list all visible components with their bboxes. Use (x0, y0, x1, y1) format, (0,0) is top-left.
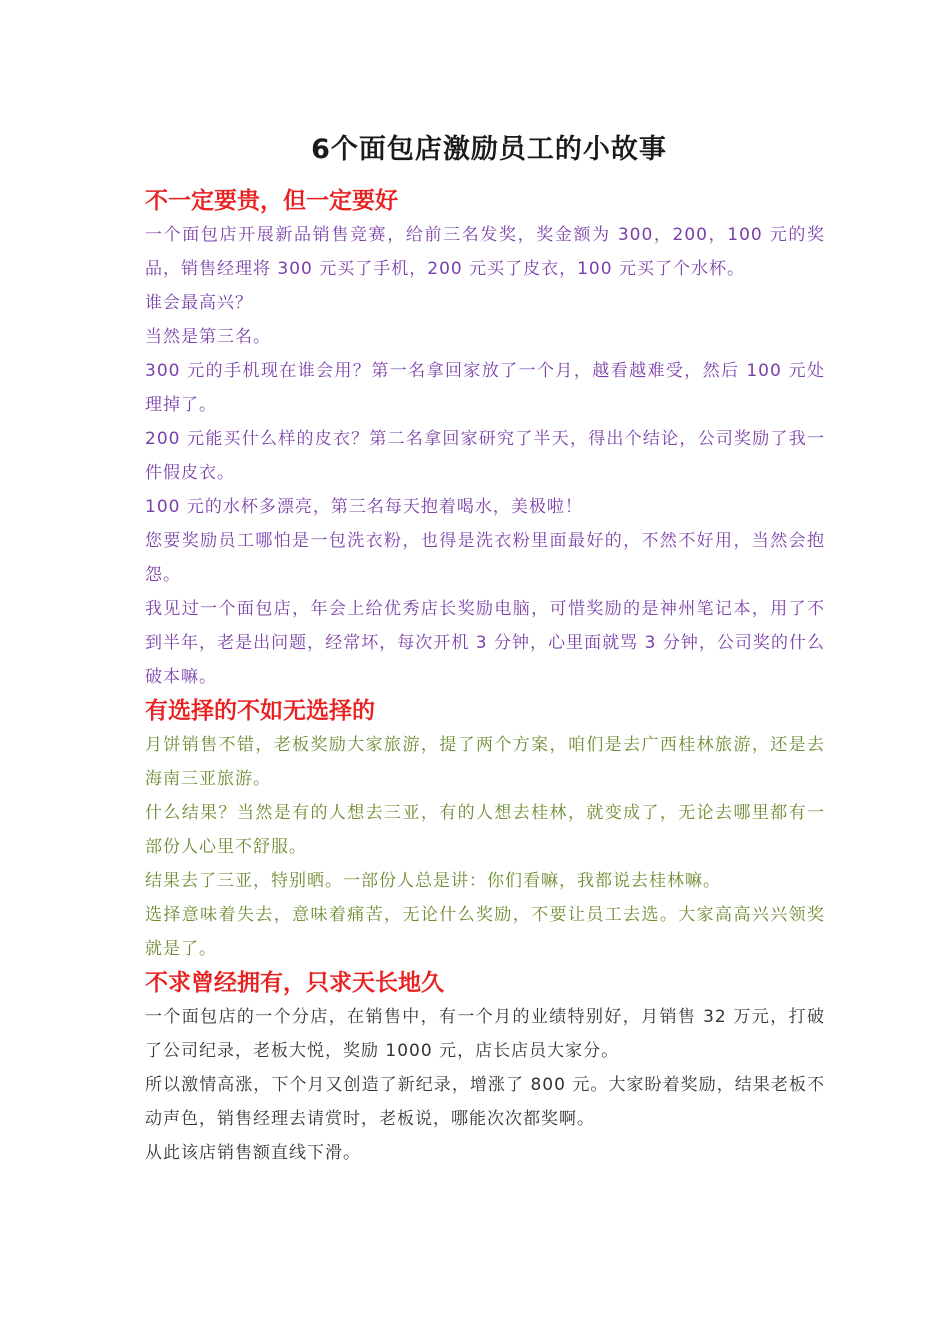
paragraph: 我见过一个面包店，年会上给优秀店长奖励电脑，可惜奖励的是神州笔记本，用了不到半年，老是出问题，经常坏，每次开机 3 分钟，心里面就骂 3 分钟，公司奖的什么破本嘛。 (145, 599, 825, 687)
paragraph: 所以激情高涨，下个月又创造了新纪录，增涨了 800 元。大家盼着奖励，结果老板不动声色，销售经理去请赏时，老板说，哪能次次都奖啊。 (145, 1075, 825, 1129)
paragraph: 当然是第三名。 (145, 327, 271, 347)
paragraph: 什么结果？当然是有的人想去三亚，有的人想去桂林，就变成了，无论去哪里都有一部份人心里不舒服。 (145, 803, 825, 857)
section-heading: 不一定要贵，但一定要好 (145, 188, 398, 214)
paragraph: 从此该店销售额直线下滑。 (145, 1143, 361, 1163)
document-page (145, 128, 825, 1170)
paragraph: 100 元的水杯多漂亮，第三名每天抱着喝水，美极啦！ (145, 497, 583, 517)
paragraph: 结果去了三亚，特别晒。一部份人总是讲：你们看嘛，我都说去桂林嘛。 (145, 871, 721, 891)
paragraph: 选择意味着失去，意味着痛苦，无论什么奖励，不要让员工去选。大家高高兴兴领奖就是了。 (145, 905, 825, 959)
paragraph: 月饼销售不错，老板奖励大家旅游，提了两个方案，咱们是去广西桂林旅游，还是去海南三亚旅游。 (145, 735, 825, 789)
section-expensive-good (145, 184, 825, 694)
document-title: 6个面包店激励员工的小故事 (311, 134, 667, 165)
paragraph: 一个面包店的一个分店，在销售中，有一个月的业绩特别好，月销售 32 万元，打破了公司纪录，老板大悦，奖励 1000 元，店长店员大家分。 (145, 1007, 825, 1061)
paragraph: 一个面包店开展新品销售竞赛，给前三名发奖，奖金额为 300，200，100 元的奖品，销售经理将 300 元买了手机，200 元买了皮衣，100 元买了个水杯。 (145, 225, 825, 279)
paragraph: 200 元能买什么样的皮衣？第二名拿回家研究了半天，得出个结论，公司奖励了我一件假皮衣。 (145, 429, 825, 483)
section-no-choice (145, 694, 825, 966)
section-heading: 有选择的不如无选择的 (145, 698, 375, 724)
section-heading: 不求曾经拥有，只求天长地久 (145, 970, 444, 996)
paragraph: 您要奖励员工哪怕是一包洗衣粉，也得是洗衣粉里面最好的，不然不好用，当然会抱怨。 (145, 531, 825, 585)
paragraph: 300 元的手机现在谁会用？第一名拿回家放了一个月，越看越难受，然后 100 元处理掉了。 (145, 361, 825, 415)
section-long-lasting (145, 966, 825, 1170)
paragraph: 谁会最高兴？ (145, 293, 253, 313)
